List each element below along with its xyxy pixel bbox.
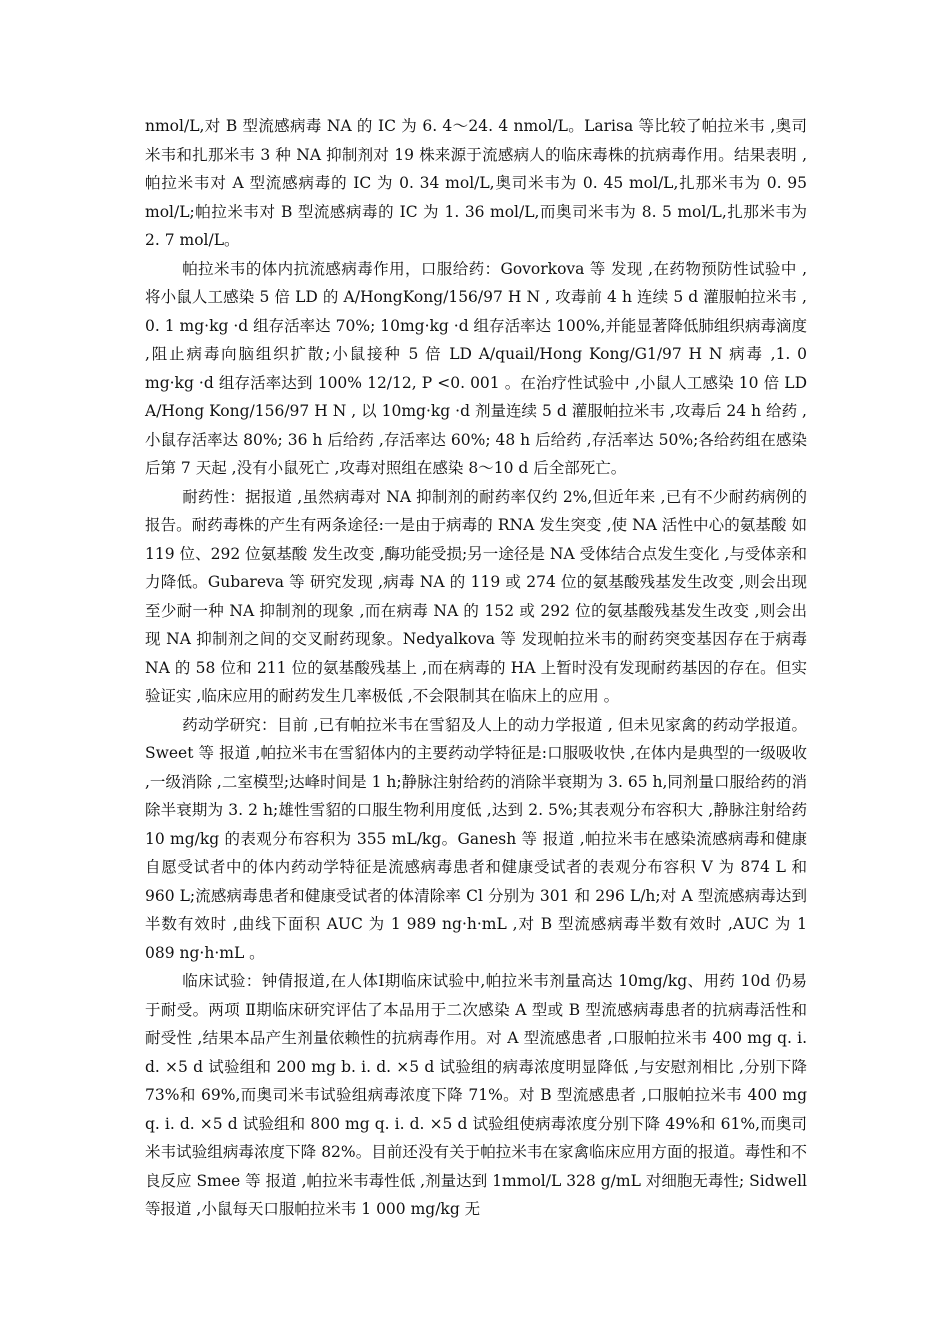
document-body [145,112,807,1224]
paragraph-clinical-trials: 临床试验：钟倩报道,在人体Ⅰ期临床试验中,帕拉米韦剂量高达 10mg/kg、用药 10d 仍易于耐受。两项 Ⅱ期临床研究评估了本品用于二次感染 A 型或 B 型流感病毒患者的抗病毒活性和耐受性 ,结果本品产生剂量依赖性的抗病毒作用。对 A 型流感患者 ,口服帕拉米韦 400 mg q. i. d. ×5 d 试验组和 200 mg b. i. d. ×5 d 试验组的病毒浓度明显降低 ,与安慰剂相比 ,分别下降 73%和 69%,而奥司米韦试验组病毒浓度下降 71%。对 B 型流感患者 ,口服帕拉米韦 400 mg q. i. d. ×5 d 试验组和 800 mg q. i. d. ×5 d 试验组使病毒浓度分别下降 49%和 61%,而奥司米韦试验组病毒浓度下降 82%。目前还没有关于帕拉米韦在家禽临床应用方面的报道。毒性和不良反应 Smee 等 报道 ,帕拉米韦毒性低 ,剂量达到 1mmol/L 328 g/mL 对细胞无毒性; Sidwell 等报道 ,小鼠每天口服帕拉米韦 1 000 mg/kg 无 [145,972,807,1218]
paragraph-antiviral-invivo: 帕拉米韦的体内抗流感病毒作用，口服给药：Govorkova 等 发现 ,在药物预防性试验中 ,将小鼠人工感染 5 倍 LD 的 A/HongKong/156/97 H N , 攻毒前 4 h 连续 5 d 灌服帕拉米韦 , 0. 1 mg·kg ·d 组存活率达 70%; 10mg·kg ·d 组存活率达 100%,并能显著降低肺组织病毒滴度 ,阻止病毒向脑组织扩散;小鼠接种 5 倍 LD A/quail/Hong Kong/G1/97 H N 病毒 ,1. 0 mg·kg ·d 组存活率达到 100% 12/12, P <0. 001 。在治疗性试验中 ,小鼠人工感染 10 倍 LD A/Hong Kong/156/97 H N , 以 10mg·kg ·d 剂量连续 5 d 灌服帕拉米韦 ,攻毒后 24 h 给药 ,小鼠存活率达 80%; 36 h 后给药 ,存活率达 60%; 48 h 后给药 ,存活率达 50%;各给药组在感染后第 7 天起 ,没有小鼠死亡 ,攻毒对照组在感染 8～10 d 后全部死亡。 [145,259,807,477]
paragraph-pharmacokinetics: 药动学研究：目前 ,已有帕拉米韦在雪貂及人上的动力学报道 , 但未见家禽的药动学报道。Sweet 等 报道 ,帕拉米韦在雪貂体内的主要药动学特征是:口服吸收快 ,在体内是典型的一级吸收 ,一级消除 ,二室模型;达峰时间是 1 h;静脉注射给药的消除半衰期为 3. 65 h,同剂量口服给药的消除半衰期为 3. 2 h;雄性雪貂的口服生物利用度低 ,达到 2. 5%;其表观分布容积大 ,静脉注射给药 10 mg/kg 的表观分布容积为 355 mL/kg。Ganesh 等 报道 ,帕拉米韦在感染流感病毒和健康自愿受试者中的体内药动学特征是流感病毒患者和健康受试者的表观分布容积 V 为 874 L 和 960 L;流感病毒患者和健康受试者的体清除率 Cl 分别为 301 和 296 L/h;对 A 型流感病毒达到半数有效时 ,曲线下面积 AUC 为 1 989 ng·h·mL ,对 B 型流感病毒半数有效时 ,AUC 为 1 089 ng·h·mL 。 [145,715,807,962]
paragraph-antiviral-invitro: nmol/L,对 B 型流感病毒 NA 的 IC 为 6. 4～24. 4 nmol/L。Larisa 等比较了帕拉米韦 ,奥司米韦和扎那米韦 3 种 NA 抑制剂对 19 株来源于流感病人的临床毒株的抗病毒作用。结果表明 ,帕拉米韦对 A 型流感病毒的 IC 为 0. 34 mol/L,奥司米韦为 0. 45 mol/L,扎那米韦为 0. 95 mol/L;帕拉米韦对 B 型流感病毒的 IC 为 1. 36 mol/L,而奥司米韦为 8. 5 mol/L,扎那米韦为 2. 7 mol/L。 [145,117,807,249]
paragraph-drug-resistance: 耐药性：据报道 ,虽然病毒对 NA 抑制剂的耐药率仅约 2%,但近年来 ,已有不少耐药病例的报告。耐药毒株的产生有两条途径:一是由于病毒的 RNA 发生突变 ,使 NA 活性中心的氨基酸 如 119 位、292 位氨基酸 发生改变 ,酶功能受损;另一途径是 NA 受体结合点发生变化 ,与受体亲和力降低。Gubareva 等 研究发现 ,病毒 NA 的 119 或 274 位的氨基酸残基发生改变 ,则会出现至少耐一种 NA 抑制剂的现象 ,而在病毒 NA 的 152 或 292 位的氨基酸残基发生改变 ,则会出现 NA 抑制剂之间的交叉耐药现象。Nedyalkova 等 发现帕拉米韦的耐药突变基因存在于病毒 NA 的 58 位和 211 位的氨基酸残基上 ,而在病毒的 HA 上暂时没有发现耐药基因的存在。但实验证实 ,临床应用的耐药发生几率极低 ,不会限制其在临床上的应用 。 [145,487,807,705]
